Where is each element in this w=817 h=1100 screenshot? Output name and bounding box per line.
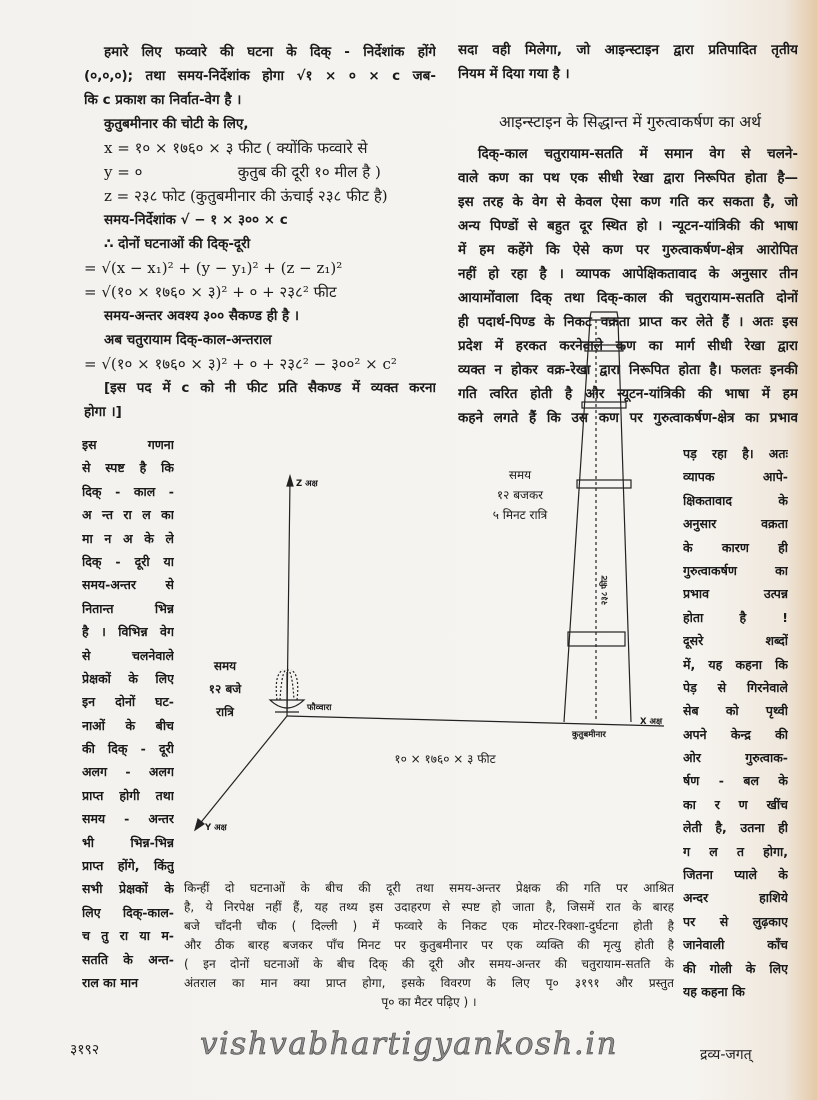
- equation-line: = √(x − x₁)² + (y − y₁)² + (z − z₁)²: [84, 259, 343, 277]
- watermark: vishvabhartigyankosh.in: [200, 1026, 619, 1062]
- fountain-label: फौव्वारा: [307, 703, 332, 713]
- text-line: व्यापक आपे-: [683, 469, 788, 485]
- tower-time-label: [470, 465, 570, 525]
- time-line: रात्रि: [216, 705, 234, 719]
- z-axis-label: Z अक्ष: [296, 479, 318, 489]
- text-line: होगा ।]: [84, 404, 122, 420]
- text-line: लेती है, उतना ही: [683, 820, 788, 836]
- text-line: पेड़ से गिरनेवाले: [683, 679, 788, 695]
- text-line: इन दोनों घट-: [82, 694, 174, 710]
- text-line: प्रेक्षकों के लिए: [82, 670, 174, 686]
- text-line: [इस पद में c को नी फीट प्रति सैकण्ड में व्यक्त करना: [104, 380, 436, 396]
- text-line: दिक् - दूरी या: [82, 553, 174, 569]
- text-line: दिक् - काल -: [82, 483, 174, 499]
- z-axis-arrow: [287, 476, 293, 486]
- text-line: ही पदार्थ-पिण्ड के निकट वक्रता प्राप्त कर लेते हैं । अतः इस: [458, 314, 798, 330]
- text-line: मा न अ के ले: [82, 530, 174, 546]
- text-line: भी भिन्न-भिन्न: [82, 834, 174, 850]
- text-line: में हम कहेंगे कि ऐसे कण पर गुरुत्वाकर्षण-क्षेत्र आरोपित: [458, 242, 798, 258]
- text-line: जानेवाली काँच: [683, 937, 788, 953]
- text-line: क्षिकतावाद के: [683, 492, 788, 508]
- text-line: नितान्त भिन्न: [82, 600, 174, 616]
- time-line: १२ बजे: [208, 682, 242, 696]
- text-line: कि c प्रकाश का निर्वात-वेग है ।: [84, 92, 242, 108]
- caption-line: बजे चाँदनी चौक ( दिल्ली ) में फव्वारे के निकट एक मोटर-रिक्शा-दुर्घटना होती है: [184, 919, 674, 933]
- text-line: प्रदेश में हरकत करनेवाले कण का मार्ग सीधी रेखा द्वारा: [458, 338, 798, 354]
- caption-line: अंतराल का मान क्या प्राप्त होगा, इसके विवरण के लिए पृ० ३१९१ और प्रस्तुत: [184, 976, 674, 990]
- x-axis-label: X अक्ष: [640, 717, 663, 727]
- section-heading: आइन्स्टाइन के सिद्धान्त में गुरुत्वाकर्षण का अर्थ: [498, 113, 762, 131]
- x-axis: [287, 716, 664, 726]
- text-line: गुरुत्वाकर्षण का: [683, 562, 788, 578]
- text-line: प्राप्त होंगे, किंतु: [82, 858, 174, 874]
- qutub-minar-icon: [564, 312, 631, 722]
- text-line: ओर गुरुत्वाक-: [683, 750, 788, 766]
- text-line: पर से लुढ़काए: [683, 913, 788, 929]
- text-line: हमारे लिए फव्वारे की घटना के दिक् - निर्देशांक होंगे: [104, 44, 436, 60]
- text-line: राल का मान: [82, 974, 139, 990]
- text-line: इस गणना: [82, 437, 174, 452]
- text-line: सदा वही मिलेगा, जो आइन्स्टाइन द्वारा प्रतिपादित तृतीय: [458, 42, 798, 58]
- fountain-icon: [270, 670, 304, 712]
- figure-caption: [184, 879, 674, 1012]
- text-line: अन्दर हाशिये: [683, 890, 788, 906]
- text-line: अलग - अलग: [82, 764, 174, 780]
- text-line: का र ण खींच: [683, 796, 788, 812]
- text-line: सभी प्रेक्षकों के: [82, 881, 174, 897]
- text-line: (०,०,०); तथा समय-निर्देशांक होगा √१ × ० × c जब-: [84, 68, 436, 84]
- tower-label: कुतुबमीनार: [572, 730, 606, 740]
- text-line: लिए दिक्-काल-: [82, 904, 174, 920]
- text-line: अपने केन्द्र की: [683, 726, 788, 742]
- equation-line: z = २३८ फोट (कुतुबमीनार की ऊंचाई २३८ फीट है): [104, 187, 388, 205]
- text-line: के कारण ही: [683, 539, 788, 555]
- text-line: दूसरे शब्दों: [683, 633, 788, 649]
- equation-line: y = ० कुतुब की दूरी १० मील है ): [104, 163, 381, 181]
- text-line: प्राप्त होगी तथा: [82, 787, 174, 803]
- caption-line: और ठीक बारह बजकर पाँच मिनट पर कुतुबमीनार पर एक व्यक्ति की मृत्यु होती है: [184, 938, 674, 952]
- text-line: व्यक्त न होकर वक्र-रेखा द्वारा निरूपित होता है। फलतः इनकी: [458, 362, 798, 378]
- text-line: र्षण - बल के: [683, 773, 788, 789]
- text-line: ∴ दोनों घटनाओं की दिक्-दूरी: [104, 236, 251, 252]
- text-line: सतति के अन्त-: [82, 951, 174, 967]
- equation-line: = √(१० × १७६० × ३)² + ० + २३८² − ३००² × c²: [84, 355, 397, 373]
- time-line: १२ बजकर: [496, 488, 544, 502]
- text-line: समय - अन्तर: [82, 811, 174, 827]
- text-line: यह कहना कि: [683, 983, 745, 999]
- text-line: में, यह कहना कि: [683, 656, 788, 672]
- distance-label: १० × १७६० × ३ फीट: [394, 752, 496, 766]
- time-line: समय: [508, 468, 532, 482]
- equation-line: x = १० × १७६० × ३ फीट ( क्योंकि फव्वारे से: [104, 139, 368, 157]
- text-line: जितना प्याले के: [683, 867, 788, 883]
- text-line: इस तरह के वेग से केवल ऐसा कण गति कर सकता है, जो: [458, 194, 798, 210]
- time-line: ५ मिनट रात्रि: [492, 508, 548, 522]
- text-line: प्रभाव उत्पन्न: [683, 586, 788, 602]
- text-line: से चलनेवाले: [82, 647, 174, 663]
- tower-height-label: २३८ फीट: [600, 575, 611, 606]
- text-line: से स्पष्ट है कि: [82, 460, 174, 476]
- text-line: समय-अन्तर अवश्य ३०० सैकण्ड ही है ।: [104, 308, 300, 324]
- text-line: नहीं हो रहा है । व्यापक आपेक्षिकतावाद के अनुसार तीन: [458, 266, 798, 282]
- text-line: की दिक् - दूरी: [82, 741, 174, 757]
- text-line: ग ल त होगा,: [683, 843, 788, 859]
- text-line: वाले कण का पथ एक सीधी रेखा द्वारा निरूपित होता है—: [458, 170, 798, 186]
- text-line: आयामोंवाला दिक् तथा दिक्-काल की चतुरायाम-सतति दोनों: [458, 290, 798, 306]
- caption-line: ( इन दोनों घटनाओं के बीच दिक् की दूरी और समय-अन्तर की चतुरायाम-सतति के: [184, 957, 674, 971]
- running-title: द्रव्य-जगत्: [700, 1047, 752, 1063]
- caption-line: किन्हीं दो घटनाओं के बीच की दूरी तथा समय-अन्तर प्रेक्षक की गति पर आश्रित: [184, 881, 674, 895]
- text-line: पड़ रहा है। अतः: [683, 446, 788, 461]
- fountain-time-label: [200, 655, 250, 724]
- text-line: च तु रा या म-: [82, 928, 174, 944]
- text-line: अब चतुरायाम दिक्-काल-अन्तराल: [104, 332, 272, 348]
- text-line: होता है !: [683, 609, 788, 625]
- text-line: गति त्वरित होती है और न्यूटन-यांत्रिकी की भाषा में हम: [458, 386, 798, 402]
- page-number: ३१९२: [70, 1042, 100, 1058]
- y-axis-label: Y अक्ष: [205, 823, 227, 833]
- caption-line: है, ये निरपेक्ष नहीं हैं, यह तथ्य इस उदाहरण से स्पष्ट हो जाता है, जिसमें रात के बारह: [184, 900, 674, 914]
- text-line: अन्य पिण्डों से बहुत दूर स्थित हो । न्यूटन-यांत्रिकी की भाषा: [458, 218, 798, 234]
- text-line: नियम में दिया गया है ।: [458, 66, 570, 82]
- y-axis: [198, 716, 287, 826]
- text-line: अ न्त रा ल का: [82, 507, 174, 523]
- time-line: समय: [213, 659, 237, 673]
- text-line: है । विभिन्न वेग: [82, 624, 174, 640]
- text-line: कुतुबमीनार की चोटी के लिए,: [104, 116, 249, 132]
- text-line: दिक्-काल चतुरायाम-सतति में समान वेग से चलने-: [478, 146, 798, 162]
- equation-line: = √(१० × १७६० × ३)² + ० + २३८² फीट: [84, 283, 337, 301]
- text-line: समय-अन्तर से: [82, 577, 174, 593]
- text-line: नाओं के बीच: [82, 717, 174, 733]
- caption-line: पृ० का मैटर पढ़िए ) ।: [381, 995, 477, 1009]
- text-line: अनुसार वक्रता: [683, 516, 788, 532]
- text-line: समय-निर्देशांक √ − १ × ३०० × c: [104, 212, 288, 228]
- text-line: कहने लगते हैं कि उस कण पर गुरुत्वाकर्षण-क्षेत्र का प्रभाव: [458, 410, 798, 426]
- text-line: सेब को पृथ्वी: [683, 703, 788, 719]
- text-line: की गोली के लिए: [683, 960, 788, 976]
